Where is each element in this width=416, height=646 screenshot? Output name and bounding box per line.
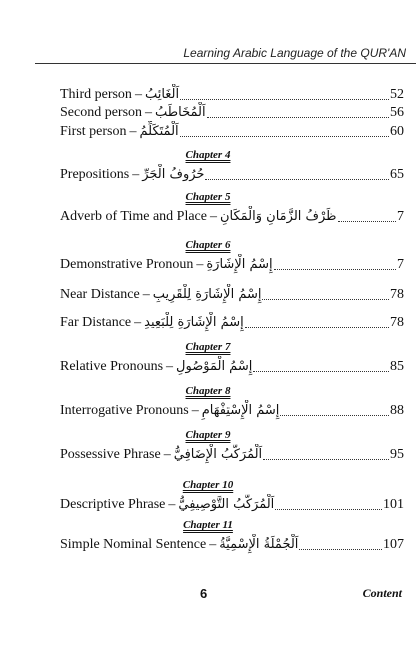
- dot-leader: [253, 371, 389, 372]
- toc-entry-relative-pronouns: [60, 356, 404, 376]
- entry-separator: –: [132, 167, 140, 182]
- page-footer: [0, 586, 416, 606]
- entry-separator: –: [163, 447, 171, 462]
- toc-entry-near-distance: [60, 284, 404, 304]
- entry-arabic: إِسْمُ الْمَوْصُولِ: [176, 359, 253, 374]
- entry-arabic: اَلْجُمْلَةُ الْإِسْمِيَّةُ: [219, 537, 299, 552]
- entry-page-number: 52: [390, 87, 404, 102]
- entry-arabic: إِسْمُ الْإِسْتِفْهَامِ: [201, 403, 280, 418]
- entry-english: Simple Nominal Sentence: [60, 537, 207, 552]
- dot-leader: [245, 327, 389, 328]
- entry-arabic: اَلْمُرَكَّبُ الْإِضَافِيُّ: [173, 447, 263, 462]
- toc-entry-descriptive-phrase: [60, 494, 404, 514]
- toc-entry-simple-nominal-sentence: [60, 534, 404, 554]
- entry-page-number: 88: [390, 403, 404, 418]
- dot-leader: [207, 117, 389, 118]
- entry-english: Descriptive Phrase: [60, 497, 166, 512]
- entry-separator: –: [209, 537, 217, 552]
- entry-arabic: اَلْمُرَكَّبُ التَّوْصِيفِيُّ: [178, 497, 275, 512]
- entry-page-number: 7: [397, 257, 404, 272]
- entry-english: Second person: [60, 105, 143, 120]
- dot-leader: [180, 99, 389, 100]
- entry-page-number: 56: [390, 105, 404, 120]
- entry-separator: –: [134, 315, 142, 330]
- page-number: 6: [200, 586, 208, 601]
- entry-page-number: 95: [390, 447, 404, 462]
- entry-english: Prepositions: [60, 167, 130, 182]
- entry-separator: –: [191, 403, 199, 418]
- dot-leader: [299, 549, 382, 550]
- chapter-heading-4: Chapter 4: [185, 149, 231, 161]
- entry-english: Possessive Phrase: [60, 447, 161, 462]
- chapter-heading-8: Chapter 8: [185, 385, 231, 397]
- toc-entry-demonstrative-pronoun: [60, 254, 404, 274]
- entry-arabic: إِسْمُ الْإِشَارَةِ: [206, 257, 273, 272]
- entry-separator: –: [134, 87, 142, 102]
- entry-english: Demonstrative Pronoun: [60, 257, 194, 272]
- entry-separator: –: [145, 105, 153, 120]
- dot-leader: [274, 269, 396, 270]
- toc-entry-possessive-phrase: [60, 444, 404, 464]
- header-title: Learning Arabic Language of the QUR'AN: [183, 46, 406, 60]
- entry-separator: –: [142, 287, 150, 302]
- toc-entry-interrogative-pronouns: [60, 400, 404, 420]
- toc-entry-adverb-time-place: [60, 206, 404, 226]
- entry-separator: –: [129, 124, 137, 139]
- dot-leader: [275, 509, 382, 510]
- toc-entry-prepositions: [60, 164, 404, 184]
- entry-english: First person: [60, 124, 127, 139]
- entry-english: Interrogative Pronouns: [60, 403, 189, 418]
- toc-entry-second-person: [60, 102, 404, 122]
- footer-label: Content: [362, 586, 402, 600]
- entry-page-number: 101: [383, 497, 404, 512]
- entry-page-number: 60: [390, 124, 404, 139]
- entry-page-number: 85: [390, 359, 404, 374]
- entry-separator: –: [196, 257, 204, 272]
- chapter-heading-9: Chapter 9: [185, 429, 231, 441]
- entry-page-number: 107: [383, 537, 404, 552]
- entry-page-number: 65: [390, 167, 404, 182]
- chapter-heading-5: Chapter 5: [185, 191, 231, 203]
- entry-arabic: حُرُوفُ الْجَرِّ: [142, 167, 205, 182]
- entry-separator: –: [168, 497, 176, 512]
- entry-english: Relative Pronouns: [60, 359, 164, 374]
- entry-page-number: 78: [390, 287, 404, 302]
- dot-leader: [180, 136, 389, 137]
- entry-english: Near Distance: [60, 287, 140, 302]
- entry-arabic: اَلْمُخَاطَبُ: [155, 105, 206, 120]
- entry-page-number: 78: [390, 315, 404, 330]
- entry-separator: –: [209, 209, 217, 224]
- entry-english: Third person: [60, 87, 132, 102]
- entry-page-number: 7: [397, 209, 404, 224]
- dot-leader: [263, 459, 389, 460]
- entry-english: Adverb of Time and Place: [60, 209, 207, 224]
- toc-entry-third-person: [60, 84, 404, 104]
- entry-separator: –: [166, 359, 174, 374]
- entry-arabic: إِسْمُ الْإِشَارَةِ لِلْبَعِيدِ: [144, 315, 244, 330]
- entry-arabic: اَلْمُتَكَلِّمُ: [139, 124, 179, 139]
- chapter-heading-11: Chapter 11: [183, 519, 233, 531]
- chapter-heading-10: Chapter 10: [182, 479, 234, 491]
- dot-leader: [338, 221, 396, 222]
- entry-arabic: ظَرْفُ الزَّمَانِ وَالْمَكَانِ: [219, 209, 337, 224]
- chapter-heading-7: Chapter 7: [185, 341, 231, 353]
- entry-arabic: إِسْمُ الْإِشَارَةِ لِلْقَرِيبِ: [152, 287, 262, 302]
- dot-leader: [262, 299, 389, 300]
- dot-leader: [280, 415, 389, 416]
- chapter-heading-6: Chapter 6: [185, 239, 231, 251]
- toc-entry-far-distance: [60, 312, 404, 332]
- dot-leader: [205, 179, 389, 180]
- entry-arabic: اَلْغَائِبُ: [144, 87, 180, 102]
- toc-entry-first-person: [60, 121, 404, 141]
- entry-english: Far Distance: [60, 315, 132, 330]
